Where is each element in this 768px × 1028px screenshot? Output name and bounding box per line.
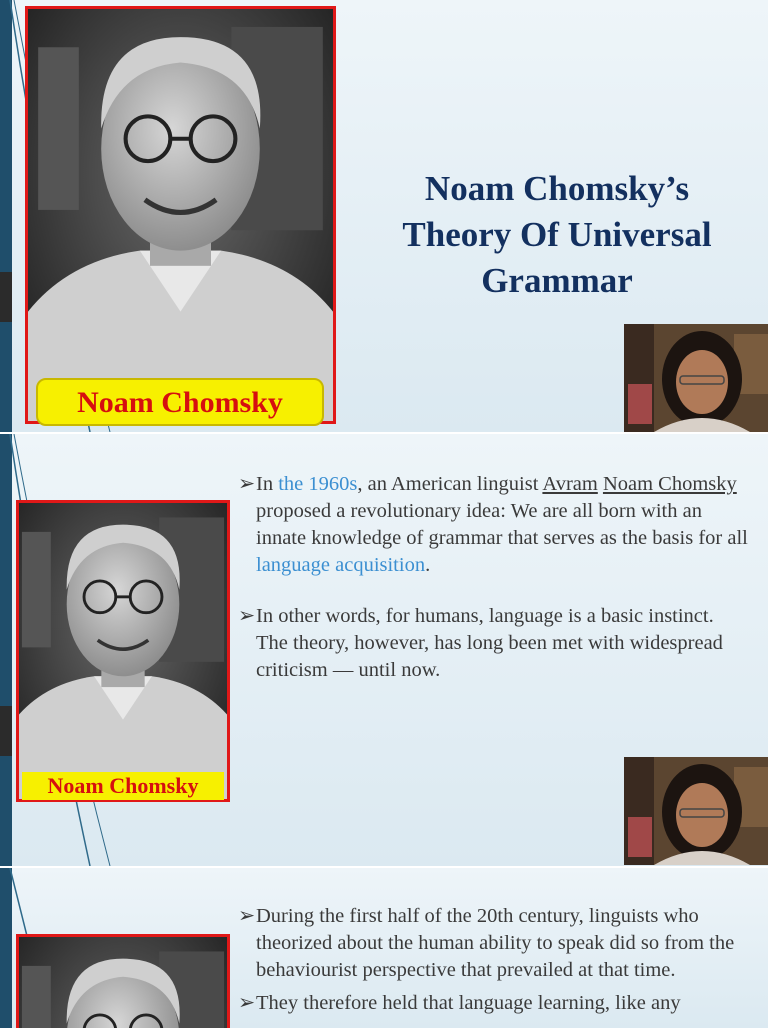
link-1960s[interactable]: the 1960s (278, 473, 358, 495)
chomsky-photo (25, 6, 336, 424)
bullet-list (238, 903, 748, 1028)
arrow-bullet-icon: ➢ (238, 992, 256, 1014)
nameplate: Noam Chomsky (36, 378, 324, 426)
chomsky-photo (16, 934, 230, 1028)
arrow-bullet-icon: ➢ (238, 473, 256, 495)
slide-edge-bar (0, 0, 12, 432)
slide-edge-tab (0, 272, 12, 322)
nameplate: Noam Chomsky (22, 772, 224, 800)
link-noam-chomsky[interactable]: Noam Chomsky (602, 473, 737, 495)
title-line-2: Theory Of Universal (402, 215, 712, 254)
chomsky-photo (16, 500, 230, 802)
slide-edge-tab (0, 706, 12, 756)
title-line-1: Noam Chomsky’s (424, 169, 690, 208)
slide-title-text (372, 166, 742, 304)
slide-edge-bar (0, 434, 12, 866)
bullet-item: ➢ In the 1960s, an American linguist Avram Noam Chomsky proposed a revolutionary idea: We are all born with an innate knowledge of grammar that serves as the basis for all language acquisition. (238, 473, 748, 576)
slide-edge-bar (0, 868, 12, 1028)
slide-title (0, 0, 768, 432)
bullet-item: ➢ During the first half of the 20th century, linguists who theorized about the human ability to speak did so from the behaviourist perspective that prevailed at that time. (238, 905, 735, 981)
arrow-bullet-icon: ➢ (238, 905, 256, 927)
slide-intro (0, 434, 768, 866)
title-line-3: Grammar (481, 261, 633, 300)
link-language-acquisition[interactable]: language acquisition (256, 554, 426, 576)
link-avram[interactable]: Avram (542, 473, 598, 495)
presenter-webcam (624, 324, 768, 432)
bullet-list (238, 471, 748, 708)
bullet-item: ➢ They therefore held that language learning, like any (238, 990, 748, 1017)
presenter-webcam (624, 757, 768, 865)
slide-behaviourism (0, 868, 768, 1028)
bullet-item: ➢ In other words, for humans, language is a basic instinct. The theory, however, has long been met with widespread criticism — until now. (238, 605, 723, 681)
arrow-bullet-icon: ➢ (238, 605, 256, 627)
